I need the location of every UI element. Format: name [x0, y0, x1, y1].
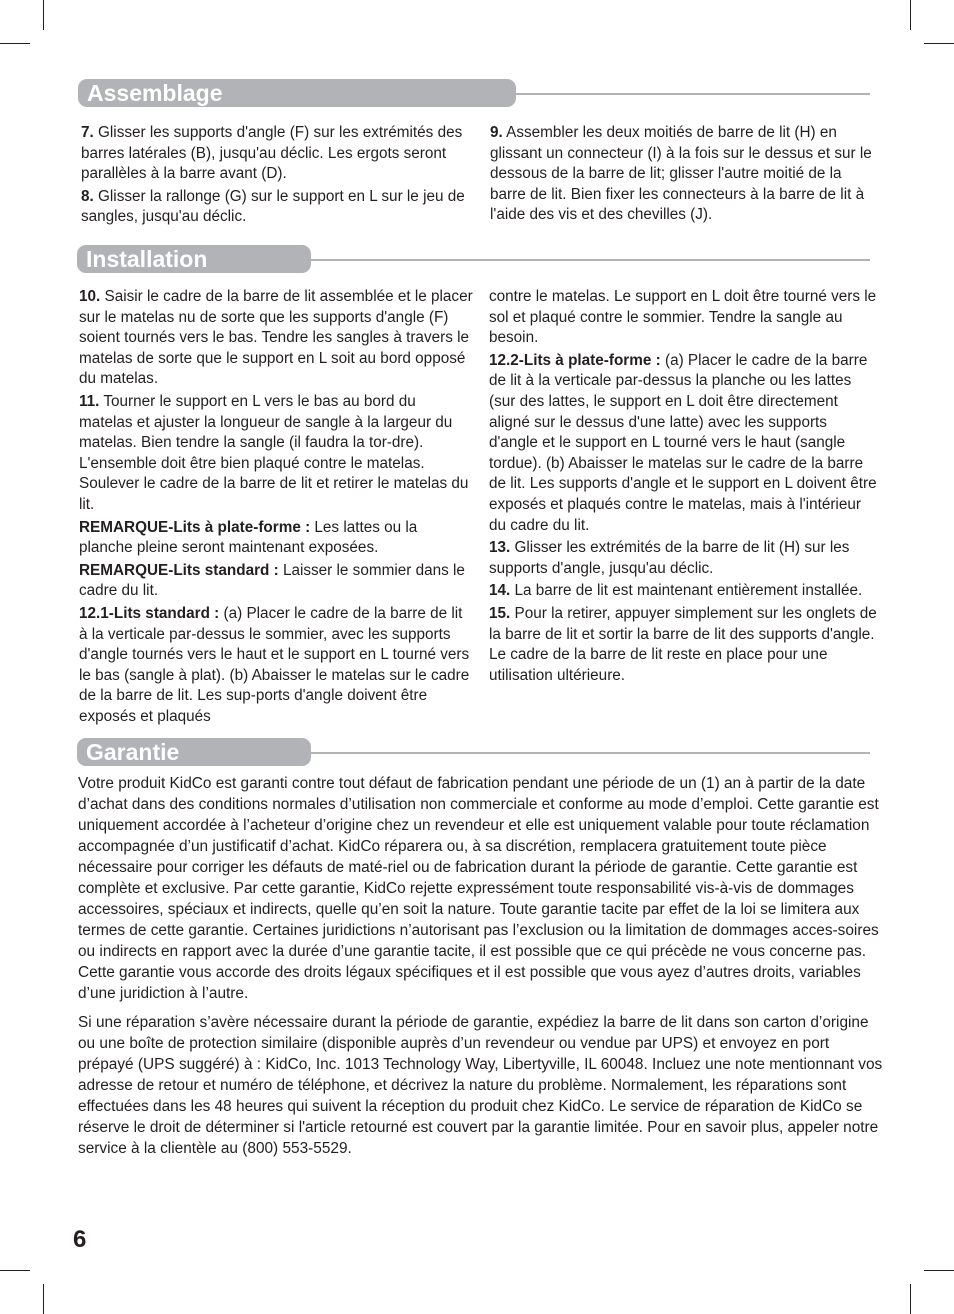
- instruction-step: 9. Assembler les deux moitiés de barre de lit (H) en glissant un connecteur (I) à la fois sur le dessus et sur le dessous de la barre de lit; glisser l'autre moitié de la barre de lit. Bien fixer les connecteurs à la barre de lit à l'aide des vis et des chevilles (J).: [490, 124, 872, 224]
- instruction-step: 15. Pour la retirer, appuyer simplement sur les onglets de la barre de lit et sortir la barre de lit des supports d'angle. Le cadre de la barre de lit reste en place pour une utilisation ultérieure.: [489, 604, 877, 684]
- section-title: Assemblage: [78, 79, 516, 107]
- instruction-step: 12.2-Lits à plate-forme : (a) Placer le cadre de la barre de lit à la verticale par-dessus la planche ou les lattes (sur des lattes, le support en L doit être directement aligné sur le dessus d'une latte) avec les supports d'angle et le support en L tourné vers le haut (sangle tordue). (b) Abaisser le matelas sur le cadre de la barre de lit. Les supports d'angle et le support en L doivent être exposés et plaqués contre le matelas, mais à l'intérieur du cadre du lit.: [489, 351, 877, 534]
- crop-mark: [924, 1270, 954, 1271]
- warranty-paragraph: Si une réparation s’avère nécessaire durant la période de garantie, expédiez la barre de lit dans son carton d’origine ou une boîte de protection similaire (disponible auprès d’un revendeur ou vendue par UPS) et envoyez en port prépayé (UPS suggéré) à : KidCo, Inc. 1013 Technology Way, Libertyville, IL 60048. Incluez une note mentionnant vos adresse de retour et numéro de téléphone, et décrivez la nature du problème. Normalement, les réparations sont effectuées dans les 48 heures qui suivent la réception du produit chez KidCo. Le service de réparation de KidCo se réserve le droit de déterminer si l'article retourné est couvert par la garantie limitée. Pour en savoir plus, appeler notre service à la clientèle au (800) 553-5529.: [78, 1014, 883, 1157]
- instruction-step: 13. Glisser les extrémités de la barre de lit (H) sur les supports d'angle, jusqu'au déclic.: [489, 539, 850, 577]
- section-rule: [311, 259, 870, 261]
- section-header-garantie: [77, 738, 870, 766]
- crop-mark: [910, 0, 911, 30]
- instruction-note: REMARQUE-Lits à plate-forme : Les lattes ou la planche pleine seront maintenant exposées.: [79, 518, 418, 557]
- crop-mark: [924, 43, 954, 44]
- section-header-installation: [77, 245, 870, 273]
- assemblage-right-column: [490, 123, 878, 228]
- installation-left-column: [79, 287, 473, 729]
- crop-mark: [0, 43, 30, 44]
- crop-mark: [43, 0, 44, 30]
- crop-mark: [910, 1284, 911, 1314]
- section-title: Garantie: [77, 738, 311, 766]
- instruction-continuation: contre le matelas. Le support en L doit être tourné vers le sol et plaqué contre le sommier. Tendre la sangle au besoin.: [489, 288, 877, 347]
- instruction-step: 12.1-Lits standard : (a) Placer le cadre de la barre de lit à la verticale par-dessus le sommier, avec les supports d'angle tournés vers le haut et le support en L tourné vers le bas (sangle à plat). (b) Abaisser le matelas sur le cadre de la barre de lit. Les sup-ports d'angle doivent être exposés et plaqués: [79, 604, 470, 725]
- instruction-step: 14. La barre de lit est maintenant entièrement installée.: [489, 582, 863, 600]
- instruction-step: 7. Glisser les supports d'angle (F) sur les extrémités des barres latérales (B), jusqu'au déclic. Les ergots seront parallèles à la barre avant (D).: [81, 124, 463, 183]
- warranty-text: [78, 773, 886, 1167]
- section-rule: [311, 752, 870, 754]
- assemblage-left-column: [81, 123, 469, 230]
- warranty-paragraph: Votre produit KidCo est garanti contre tout défaut de fabrication pendant une période de un (1) an à partir de la date d’achat dans des conditions normales d’utilisation non commerciale et conforme au mode d’emploi. Cette garantie est uniquement accordée à l’acheteur d’origine chez un revendeur et elle est uniquement valable pour toute réclamation accompagnée d’un justificatif d’achat. KidCo réparera ou, à sa discrétion, remplacera gratuitement toute pièce nécessaire pour corriger les défauts de maté-riel ou de fabrication durant la période de garantie. Cette garantie est complète et exclusive. Par cette garantie, KidCo rejette expressément toute responsabilité vis-à-vis de dommages accessoires, spéciaux et indirects, quelle qu’en soit la nature. Toute garantie tacite par effet de la loi se limitera aux termes de cette garantie. Certaines juridictions n’autorisant pas l’exclusion ou la limitation de dommages acces-soires ou indirects en rapport avec la durée d’une garantie tacite, il est possible que ce qui précède ne vous concerne pas. Cette garantie vous accorde des droits légaux spécifiques et il est possible que vous ayez d’autres droits, variables d’une juridiction à l’autre.: [78, 775, 879, 1002]
- instruction-step: 10. Saisir le cadre de la barre de lit assemblée et le placer sur le matelas nu de sorte que les supports d'angle (F) soient tournés vers le bas. Tendre les sangles à travers le matelas de sorte que le support en L soit au bord opposé du matelas.: [79, 288, 473, 388]
- section-header-assemblage: [78, 79, 870, 107]
- crop-mark: [43, 1284, 44, 1314]
- instruction-note: REMARQUE-Lits standard : Laisser le sommier dans le cadre du lit.: [79, 561, 465, 600]
- instruction-step: 8. Glisser la rallonge (G) sur le support en L sur le jeu de sangles, jusqu'au déclic.: [81, 187, 465, 226]
- instruction-step: 11. Tourner le support en L vers le bas au bord du matelas et ajuster la longueur de sangle à la largeur du matelas. Bien tendre la sangle (il faudra la tor-dre). L'ensemble doit être bien plaqué contre le matelas. Soulever le cadre de la barre de lit et retirer le matelas du lit.: [79, 392, 469, 513]
- section-rule: [516, 93, 870, 95]
- crop-mark: [0, 1270, 30, 1271]
- installation-right-column: [489, 287, 877, 688]
- page-number: 6: [73, 1226, 87, 1253]
- section-title: Installation: [77, 245, 311, 273]
